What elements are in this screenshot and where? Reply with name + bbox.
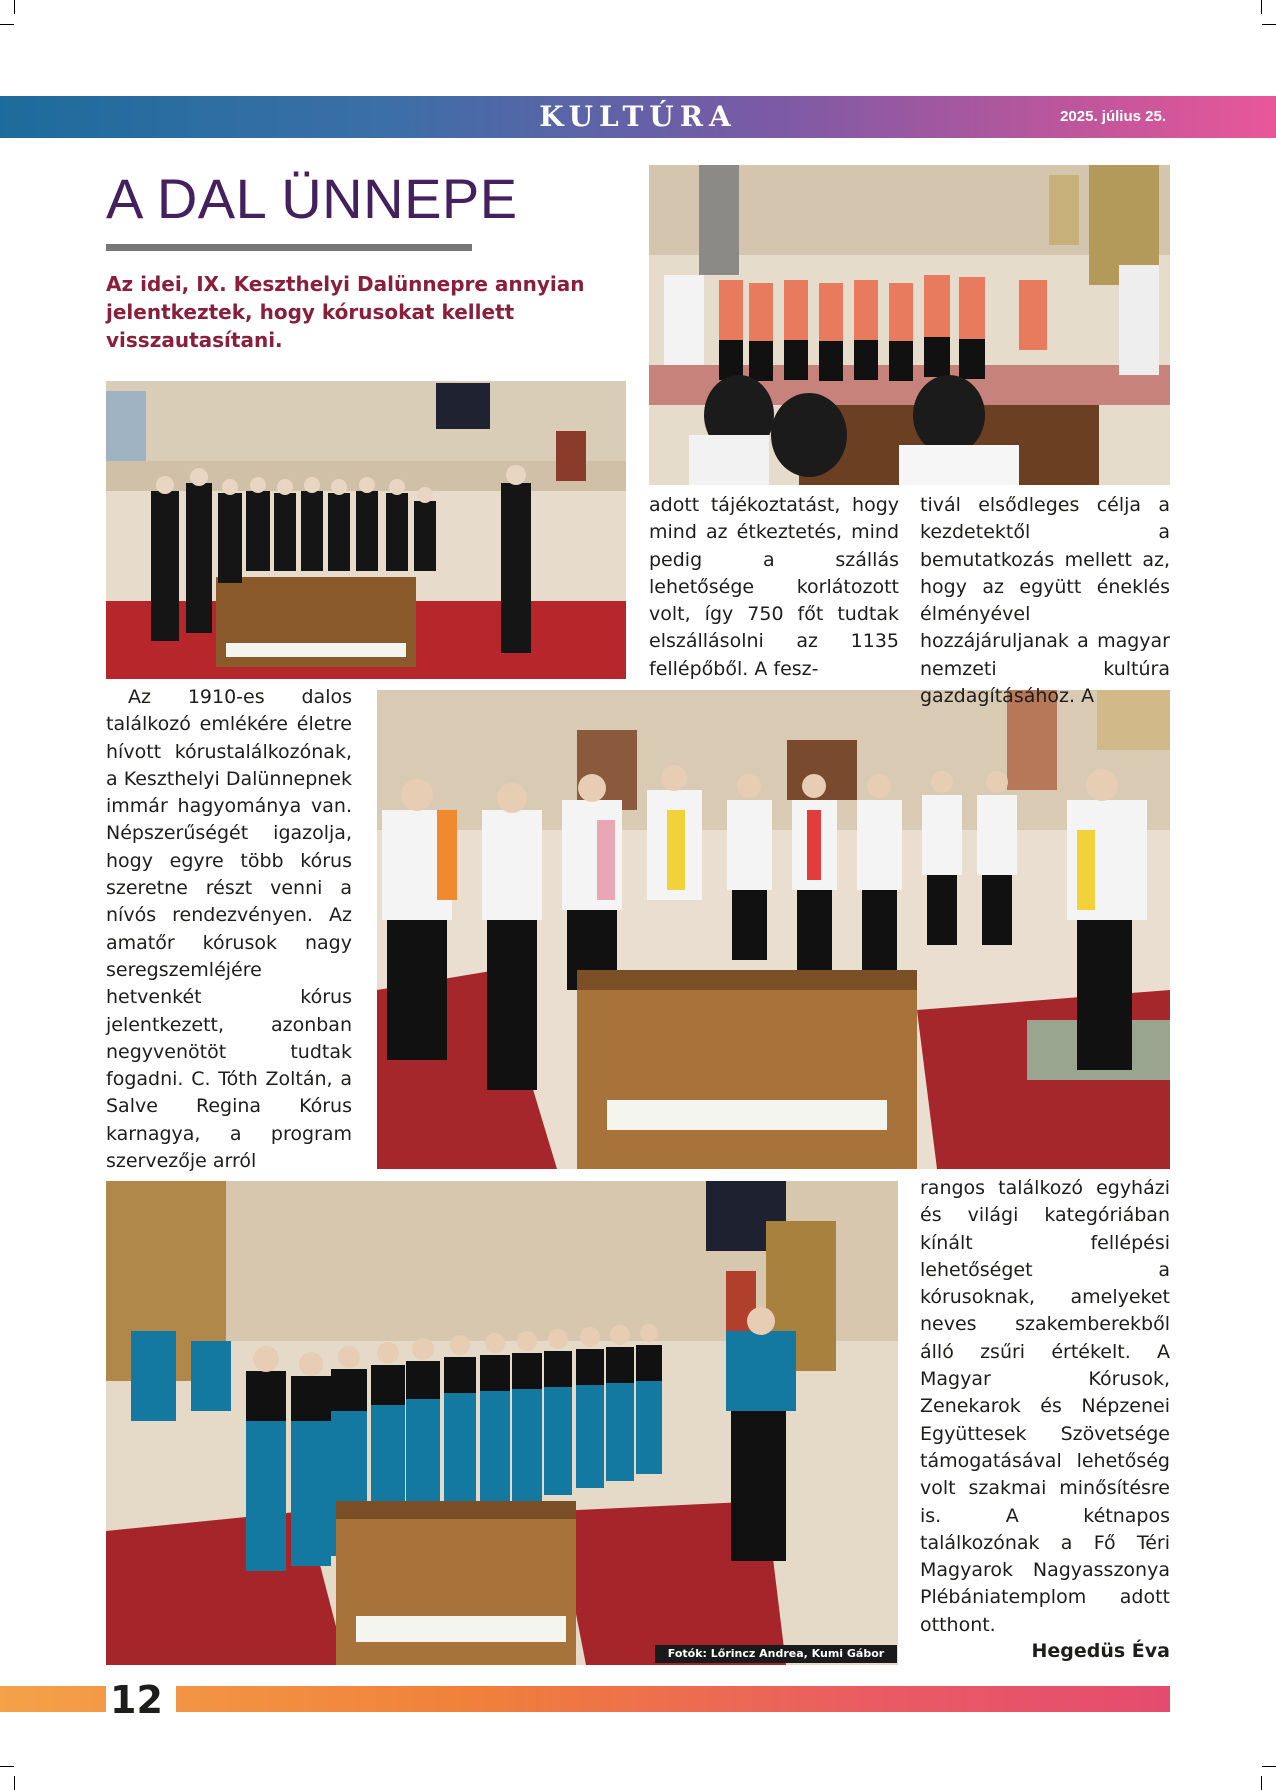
photo-mens-choir — [106, 381, 626, 679]
article-author: Hegedüs Éva — [1031, 1640, 1170, 1662]
issue-date: 2025. július 25. — [1060, 108, 1166, 125]
photo-credit: Fotók: Lőrincz Andrea, Kumi Gábor — [655, 1645, 897, 1663]
photo-mixed-choir-blue — [106, 1181, 898, 1665]
crop-mark — [0, 24, 14, 25]
section-title: KULTÚRA — [539, 100, 737, 133]
body-text-left-column: Az 1910-es dalos találkozó emlékére életre hívott kórustalálkozónak, a Keszthelyi Dalünnepnek immár hagyománya van. Népszerűségét igazolja, hogy egyre több kórus szeretne részt venni a nívós rendezvényen. Az amatőr kórusok nagy seregszemléjére hetvenkét kórus jelentkezett, azonban negyvenötöt tudtak fogadni. C. Tóth Zoltán, a Salve Regina Kórus karnagya, a program szervezője arról — [106, 686, 352, 1173]
photo-womens-choir-scarves — [377, 690, 1170, 1169]
body-text-middle-column: adott tájékoztatást, hogy mind az étkeztetés, mind pedig a szállás lehetősége korlátozott volt, így 750 főt tudtak elszállásolni az 1135 fellépőből. A fesz- — [649, 494, 899, 680]
section-header-band — [0, 96, 1276, 138]
body-text-right-column: tivál elsődleges célja a kezdetektől a bemutatkozás mellett az, hogy az együtt éneklés élményével hozzájáruljanak a magyar nemzeti kultúra gazdagításához. A — [920, 494, 1170, 708]
body-text-bottom-column: rangos találkozó egyházi és világi kategóriában kínált fellépési lehetőséget a kórusoknak, amelyeket neves szakemberekből álló zsűri értékelt. A Magyar Kórusok, Zenekarok és Népzenei Együttesek Szövetsége támogatásával lehetőség volt szakmai minősítésre is. A kétnapos találkozónak a Fő Téri Magyarok Nagyasszonya Plébániatemplom adott otthont. — [920, 1177, 1170, 1636]
crop-mark — [1262, 1766, 1276, 1767]
page-number: 12 — [110, 1678, 163, 1722]
article-title: A DAL ÜNNEPE — [106, 167, 518, 230]
crop-mark — [1262, 24, 1276, 25]
crop-mark — [1261, 1776, 1262, 1790]
crop-mark — [0, 1766, 14, 1767]
photo-womens-choir-orange — [649, 165, 1170, 485]
crop-mark — [14, 1776, 15, 1790]
crop-mark — [1261, 0, 1262, 14]
title-underline — [106, 244, 472, 251]
crop-mark — [14, 0, 15, 14]
article-lead: Az idei, IX. Keszthelyi Dalünnepre annyian jelentkeztek, hogy kórusokat kellett visszautasítani. — [106, 272, 585, 352]
